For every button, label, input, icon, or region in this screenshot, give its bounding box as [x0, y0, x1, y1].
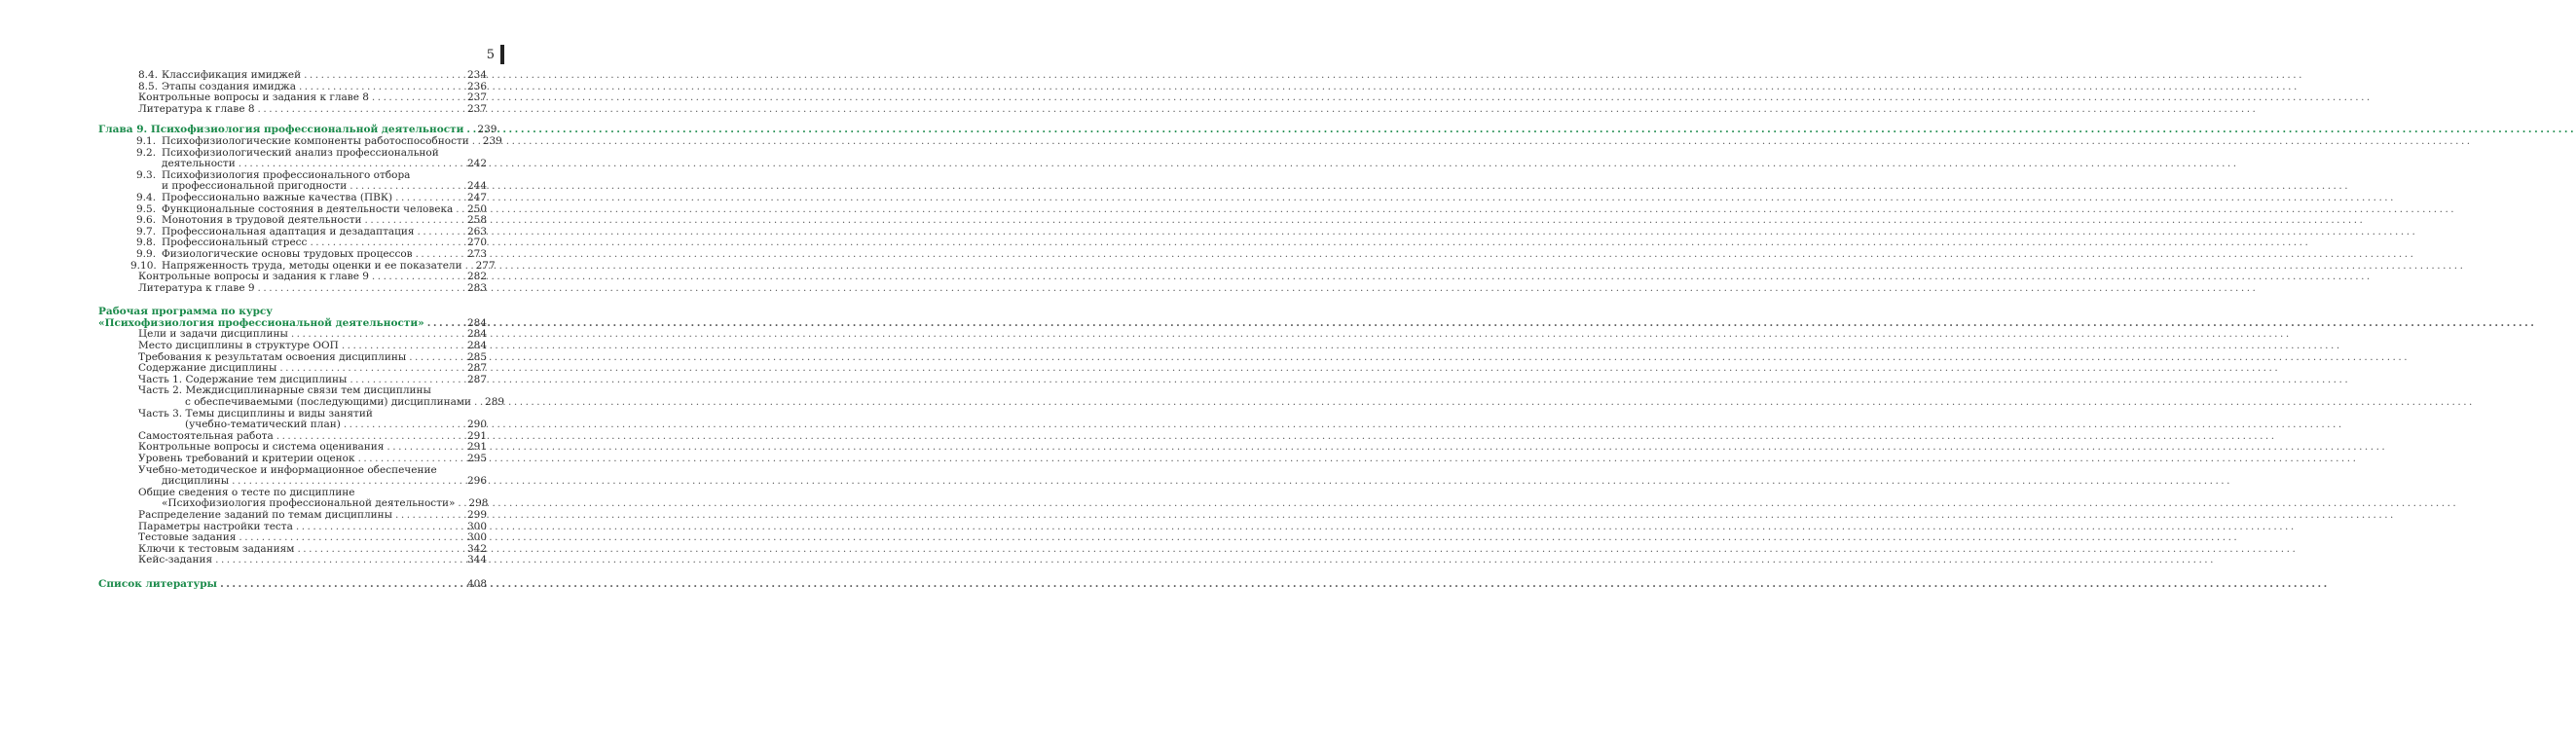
- toc-entry[interactable]: Параметры настройки теста ..... 300: [97, 522, 487, 533]
- toc-entry[interactable]: Контрольные вопросы и система оценивания ..... 291: [97, 442, 487, 454]
- program-heading-title[interactable]: «Психофизиология профессиональной деятельности» ..... 284: [97, 318, 487, 330]
- toc-entry[interactable]: Контрольные вопросы и задания к главе 9 ..... 282: [97, 272, 487, 283]
- table-of-contents: [97, 69, 505, 591]
- toc-entry[interactable]: Контрольные вопросы и задания к главе 8 ..... 237: [97, 92, 487, 104]
- toc-entry[interactable]: Часть 1. Содержание тем дисциплины ..... 287: [97, 375, 487, 386]
- toc-entry[interactable]: «Психофизиология профессиональной деятельности» ..... 298: [97, 498, 487, 510]
- toc-entry[interactable]: Место дисциплины в структуре ООП ..... 284: [97, 341, 487, 352]
- page-number: 5: [486, 47, 495, 62]
- toc-entry[interactable]: 9.5. Функциональные состояния в деятельности человека ..... 250: [97, 204, 487, 216]
- page-header: [487, 45, 504, 64]
- toc-entry[interactable]: Тестовые задания ..... 300: [97, 532, 487, 544]
- toc-entry[interactable]: Цели и задачи дисциплины ..... 284: [97, 329, 487, 341]
- page-number-bar: [500, 45, 504, 64]
- toc-entry[interactable]: (учебно-тематический план) ..... 290: [97, 420, 487, 431]
- program-heading[interactable]: Рабочая программа по курсу: [98, 306, 274, 318]
- toc-entry[interactable]: 9.9. Физиологические основы трудовых процессов ..... 273: [97, 249, 487, 261]
- toc-entry-line[interactable]: Общие сведения о тесте по дисциплине: [138, 486, 355, 498]
- toc-entry[interactable]: Самостоятельная работа ..... 291: [97, 431, 487, 443]
- toc-entry[interactable]: 9.8. Профессиональный стресс ..... 270: [97, 237, 487, 249]
- toc-entry-line[interactable]: Часть 2. Междисциплинарные связи тем дисциплины: [138, 384, 431, 397]
- toc-entry[interactable]: дисциплины ..... 296: [97, 476, 487, 488]
- toc-entry-line[interactable]: 9.2. Психофизиологический анализ профессиональной: [136, 146, 439, 159]
- toc-entry-line[interactable]: 9.3. Психофизиология профессионального отбора: [136, 168, 411, 181]
- toc-entry[interactable]: 9.6. Монотония в трудовой деятельности ..... 258: [97, 215, 487, 227]
- toc-entry-line[interactable]: Часть 3. Темы дисциплины и виды занятий: [138, 407, 373, 420]
- toc-entry-line[interactable]: Учебно-методическое и информационное обеспечение: [138, 463, 437, 476]
- toc-entry[interactable]: Ключи к тестовым заданиям ..... 342: [97, 544, 487, 556]
- toc-entry[interactable]: Уровень требований и критерии оценок ..... 295: [97, 454, 487, 465]
- toc-entry[interactable]: с обеспечиваемыми (последующими) дисциплинами ..... 289: [97, 397, 487, 409]
- toc-entry[interactable]: Распределение заданий по темам дисциплины ..... 299: [97, 510, 487, 522]
- toc-entry[interactable]: Содержание дисциплины ..... 287: [97, 363, 487, 375]
- toc-entry[interactable]: Литература к главе 9 ..... 283: [97, 283, 487, 295]
- toc-entry[interactable]: и профессиональной пригодности ..... 244: [97, 181, 487, 193]
- toc-entry[interactable]: 8.5. Этапы создания имиджа ..... 236: [97, 82, 487, 93]
- chapter-9-heading[interactable]: Глава 9. Психофизиология профессиональной деятельности ..... 239: [97, 125, 487, 136]
- toc-entry[interactable]: 9.10. Напряженность труда, методы оценки и ее показатели ..... 277: [97, 261, 487, 273]
- toc-entry[interactable]: 9.7. Профессиональная адаптация и дезадаптация ..... 263: [97, 227, 487, 238]
- toc-entry[interactable]: Кейс-задания ..... 344: [97, 555, 487, 566]
- toc-entry[interactable]: 9.4. Профессионально важные качества (ПВК) ..... 247: [97, 193, 487, 204]
- references-heading[interactable]: Список литературы ..... 408: [97, 579, 487, 591]
- toc-entry[interactable]: Литература к главе 8 ..... 237: [97, 104, 487, 116]
- toc-entry[interactable]: Требования к результатам освоения дисциплины ..... 285: [97, 352, 487, 364]
- toc-entry[interactable]: 9.1. Психофизиологические компоненты работоспособности ..... 239: [97, 136, 487, 148]
- toc-entry[interactable]: 8.4. Классификация имиджей ..... 234: [97, 70, 487, 82]
- toc-entry[interactable]: деятельности ..... 242: [97, 159, 487, 170]
